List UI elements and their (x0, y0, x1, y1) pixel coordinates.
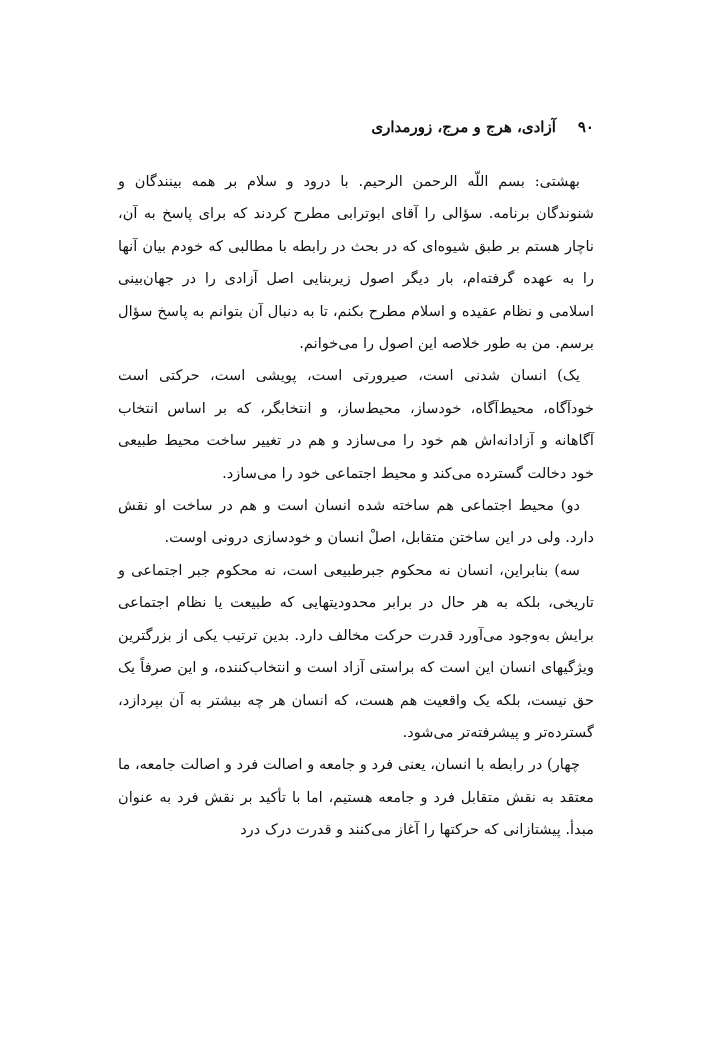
paragraph-four: چهار) در رابطه با انسان، یعنی فرد و جامعه و اصالت فرد و اصالت جامعه، ما معتقد به نقش متقابل فرد و جامعه هستیم، اما با تأکید بر نقش فرد به عنوان مبدأ. پیشتازانی که حرکتها را آغاز می‌کنند و قدرت درک درد (118, 756, 594, 839)
chapter-title: آزادی، هرج و مرج، زورمداری (371, 118, 556, 136)
page-number: ۹۰ (577, 118, 594, 136)
body-text (118, 166, 594, 847)
running-header (118, 118, 594, 136)
paragraph-two: دو) محیط اجتماعی هم ساخته شده انسان است و هم در ساخت او نقش دارد. ولی در این ساختن متقابل، اصلْ انسان و خودسازی درونی اوست. (118, 497, 594, 547)
paragraph-three: سه) بنابراین، انسان نه محکوم جبرطبیعی است، نه محکوم جبر اجتماعی و تاریخی، بلکه به هر حال در برابر محدودیتهایی که طبیعت یا نظام اجتماعی برایش به‌وجود می‌آورد قدرت حرکت مخالف دارد. بدین ترتیب یکی از بزرگترین ویژگیهای انسان این است که براستی آزاد است و انتخاب‌کننده، و این صرفاً یک حق نیست، بلکه یک واقعیت هم هست، که انسان هر چه بیشتر به آن بپردازد، گسترده‌تر و پیشرفته‌تر می‌شود. (118, 561, 594, 741)
paragraph-intro: بهشتی: بسم اللّه الرحمن الرحیم. با درود و سلام بر همه بینندگان و شنوندگان برنامه. سؤالی را آقای ابوترابی مطرح کردند که برای پاسخ به آن، ناچار هستم بر طبق شیوه‌ای که در بحث در رابطه با مطالبی که خودم بیان آنها را به عهده گرفته‌ام، بار دیگر اصول زیربنایی اصل آزادی را در جهان‌بینی اسلامی و نظام عقیده و اسلام مطرح بکنم، تا به دنبال آن بتوانم به پاسخ سؤال برسم. من به طور خلاصه این اصول را می‌خوانم. (118, 173, 594, 353)
paragraph-one: یک) انسان شدنی است، صیرورتی است، پویشی است، حرکتی است خودآگاه، محیط‌آگاه، خودساز، محیط‌ساز، و انتخابگر، که بر اساس انتخاب آگاهانه و آزادانه‌اش هم خود را می‌سازد و هم در تغییر ساخت محیط طبیعی خود دخالت گسترده می‌کند و محیط اجتماعی خود را می‌سازد. (118, 367, 594, 482)
